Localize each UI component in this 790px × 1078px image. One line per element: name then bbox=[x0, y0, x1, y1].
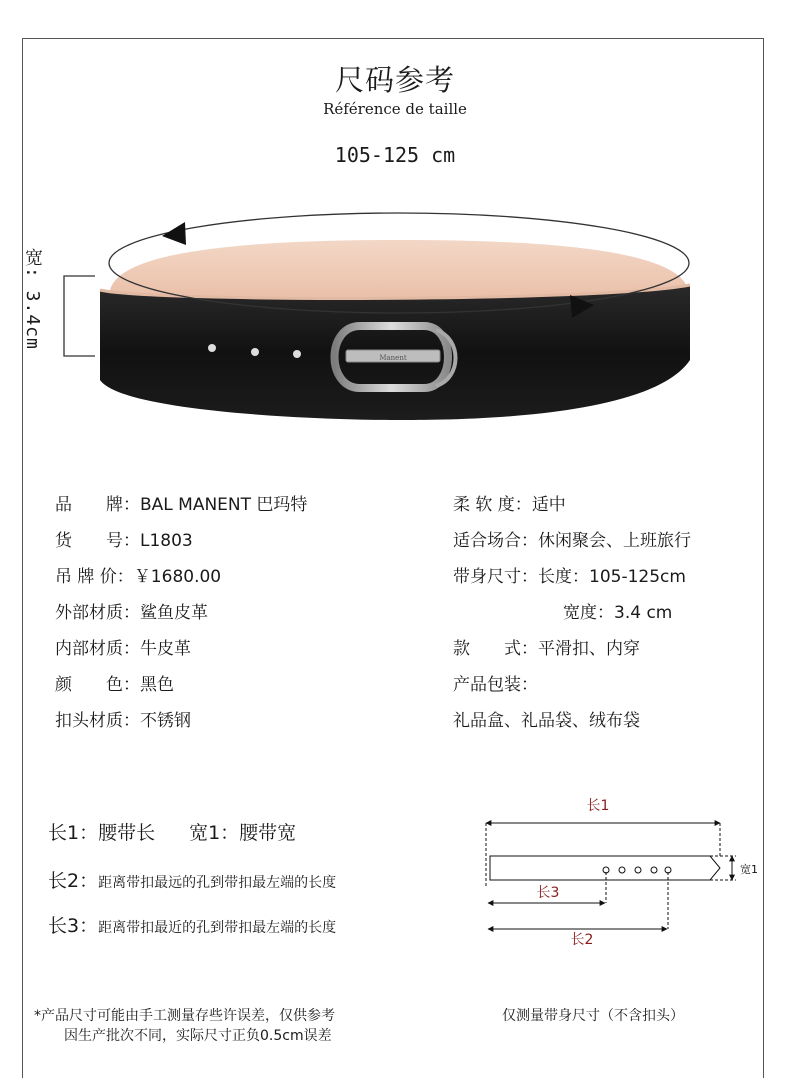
belt-illustration bbox=[0, 0, 790, 440]
spec-buckle-material: 扣头材质：不锈钢 bbox=[55, 711, 191, 731]
belt-width-label: 宽: 3.4cm bbox=[22, 248, 43, 350]
diagram-caption: 仅测量带身尺寸（不含扣头） bbox=[502, 1008, 684, 1024]
disclaimer-line-2: 因生产批次不同，实际尺寸正负0.5cm误差 bbox=[64, 1028, 332, 1044]
spec-softness: 柔 软 度：适中 bbox=[453, 495, 566, 515]
belt-hole bbox=[293, 350, 301, 358]
diagram-l2-label: 长2 bbox=[570, 932, 594, 948]
legend-line-1: 长1：腰带长 宽1：腰带宽 bbox=[48, 822, 297, 844]
width-bracket bbox=[64, 276, 95, 356]
size-range: 105-125 cm bbox=[334, 143, 456, 167]
legend-line-2: 长2：距离带扣最远的孔到带扣最左端的长度 bbox=[48, 870, 337, 892]
diagram-l1-label: 长1 bbox=[586, 798, 610, 814]
spec-brand: 品 牌：BAL MANENT 巴玛特 bbox=[55, 495, 308, 515]
spec-style: 款 式：平滑扣、内穿 bbox=[453, 639, 640, 659]
spec-packaging: 产品包装： bbox=[453, 675, 538, 695]
spec-packaging-value: 礼品盒、礼品袋、绒布袋 bbox=[453, 711, 640, 731]
diagram-belt bbox=[490, 856, 720, 880]
buckle-brand: Manent bbox=[379, 354, 407, 362]
spec-color: 颜 色：黑色 bbox=[55, 675, 174, 695]
belt-hole bbox=[208, 344, 216, 352]
page-subtitle: Référence de taille bbox=[323, 100, 467, 118]
spec-outer-material: 外部材质：鲨鱼皮革 bbox=[55, 603, 208, 623]
diagram-l3-label: 长3 bbox=[536, 885, 560, 901]
spec-occasion: 适合场合：休闲聚会、上班旅行 bbox=[453, 531, 691, 551]
belt-hole bbox=[251, 348, 259, 356]
spec-item-no: 货 号：L1803 bbox=[55, 531, 193, 551]
spec-width: 宽度：3.4 cm bbox=[563, 603, 673, 623]
page-title: 尺码参考 bbox=[334, 63, 455, 97]
diagram-w1-label: 宽1 bbox=[740, 863, 758, 876]
disclaimer-line-1: *产品尺寸可能由手工测量存些许误差，仅供参考 bbox=[34, 1008, 335, 1024]
spec-price: 吊 牌 价：￥1680.00 bbox=[55, 567, 222, 587]
spec-body-size: 带身尺寸：长度：105-125cm bbox=[453, 567, 686, 587]
measurement-diagram bbox=[470, 790, 770, 960]
legend-line-3: 长3：距离带扣最近的孔到带扣最左端的长度 bbox=[48, 915, 337, 937]
spec-inner-material: 内部材质：牛皮革 bbox=[55, 639, 191, 659]
